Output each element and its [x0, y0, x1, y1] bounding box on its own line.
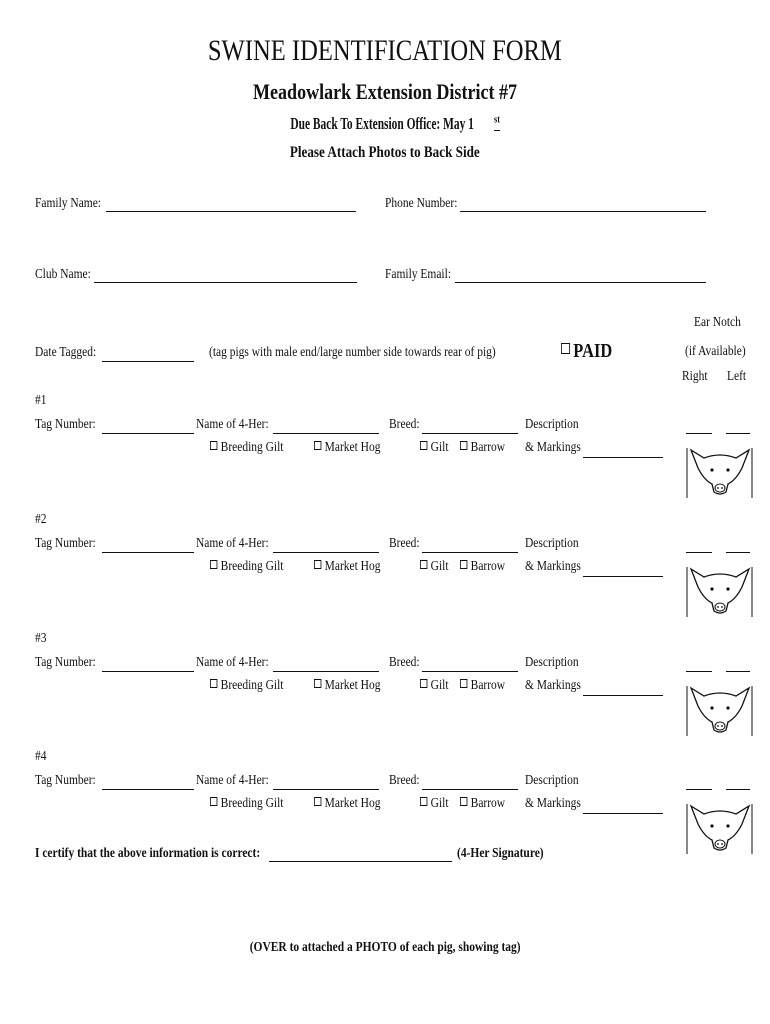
paid-checkbox[interactable]: PAID — [561, 340, 612, 363]
checkbox-box[interactable] — [210, 560, 217, 569]
breeding-gilt-checkbox[interactable]: Breeding Gilt — [210, 440, 283, 456]
checkbox-box[interactable] — [460, 797, 467, 806]
tag-number-label: Tag Number: — [35, 773, 96, 788]
description-label: Description — [525, 773, 579, 788]
name-4her-label: Name of 4-Her: — [196, 417, 269, 432]
breed-label: Breed: — [389, 417, 420, 432]
phone-number-label: Phone Number: — [385, 196, 458, 211]
checkbox-box[interactable] — [314, 679, 321, 688]
ear-notch-left-field[interactable] — [726, 433, 750, 434]
certify-statement: I certify that the above information is correct: — [35, 846, 261, 861]
tag-number-field[interactable] — [102, 789, 194, 790]
breed-label: Breed: — [389, 773, 420, 788]
club-name-label: Club Name: — [35, 267, 91, 282]
markings-label: & Markings — [525, 678, 581, 693]
markings-field[interactable] — [583, 813, 663, 814]
checkbox-box[interactable] — [460, 679, 467, 688]
barrow-checkbox[interactable]: Barrow — [460, 678, 505, 694]
signature-label: (4-Her Signature) — [457, 846, 544, 861]
description-label: Description — [525, 417, 579, 432]
checkbox-box[interactable] — [460, 441, 467, 450]
family-name-field[interactable] — [106, 211, 356, 212]
pig-number: #1 — [35, 393, 47, 408]
market-hog-checkbox[interactable]: Market Hog — [314, 559, 380, 575]
markings-field[interactable] — [583, 457, 663, 458]
checkbox-box[interactable] — [210, 797, 217, 806]
tag-number-field[interactable] — [102, 433, 194, 434]
breeding-gilt-checkbox[interactable]: Breeding Gilt — [210, 559, 283, 575]
due-back-note: Due Back To Extension Office: May 1 $^{st}$ — [290, 114, 500, 133]
checkbox-box[interactable] — [210, 679, 217, 688]
family-email-label: Family Email: — [385, 267, 452, 282]
ear-notch-subtitle: (if Available) — [685, 344, 746, 359]
markings-label: & Markings — [525, 796, 581, 811]
breed-label: Breed: — [389, 536, 420, 551]
name-4her-field[interactable] — [273, 433, 379, 434]
date-tagged-field[interactable] — [102, 361, 194, 362]
pig-head-ear-notch-diagram[interactable] — [686, 563, 754, 619]
ear-notch-left: Left — [727, 369, 747, 384]
tag-instruction: (tag pigs with male end/large number side towards rear of pig) — [209, 345, 496, 360]
attach-photos-note: Please Attach Photos to Back Side — [290, 144, 480, 161]
breed-field[interactable] — [422, 789, 518, 790]
checkbox-box[interactable] — [314, 441, 321, 450]
checkbox-box[interactable] — [210, 441, 217, 450]
pig-number: #3 — [35, 631, 47, 646]
name-4her-label: Name of 4-Her: — [196, 536, 269, 551]
breed-label: Breed: — [389, 655, 420, 670]
breed-field[interactable] — [422, 671, 518, 672]
breed-field[interactable] — [422, 552, 518, 553]
family-name-label: Family Name: — [35, 196, 102, 211]
checkbox-box[interactable] — [420, 441, 427, 450]
name-4her-field[interactable] — [273, 552, 379, 553]
ear-notch-right-field[interactable] — [686, 789, 712, 790]
markings-field[interactable] — [583, 576, 663, 577]
gilt-checkbox[interactable]: Gilt — [420, 440, 449, 456]
date-tagged-label: Date Tagged: — [35, 345, 97, 360]
pig-head-ear-notch-diagram[interactable] — [686, 682, 754, 738]
gilt-checkbox[interactable]: Gilt — [420, 678, 449, 694]
breeding-gilt-checkbox[interactable]: Breeding Gilt — [210, 678, 283, 694]
checkbox-box[interactable] — [314, 797, 321, 806]
market-hog-checkbox[interactable]: Market Hog — [314, 796, 380, 812]
barrow-checkbox[interactable]: Barrow — [460, 559, 505, 575]
ear-notch-left-field[interactable] — [726, 671, 750, 672]
name-4her-field[interactable] — [273, 789, 379, 790]
ear-notch-right-field[interactable] — [686, 552, 712, 553]
gilt-checkbox[interactable]: Gilt — [420, 559, 449, 575]
market-hog-checkbox[interactable]: Market Hog — [314, 678, 380, 694]
pig-number: #2 — [35, 512, 47, 527]
tag-number-label: Tag Number: — [35, 417, 96, 432]
tag-number-field[interactable] — [102, 552, 194, 553]
checkbox-box[interactable] — [314, 560, 321, 569]
markings-label: & Markings — [525, 440, 581, 455]
breed-field[interactable] — [422, 433, 518, 434]
ear-notch-title: Ear Notch — [694, 315, 741, 330]
tag-number-field[interactable] — [102, 671, 194, 672]
description-label: Description — [525, 536, 579, 551]
breeding-gilt-checkbox[interactable]: Breeding Gilt — [210, 796, 283, 812]
ear-notch-left-field[interactable] — [726, 552, 750, 553]
checkbox-box[interactable] — [420, 560, 427, 569]
family-email-field[interactable] — [455, 282, 706, 283]
ear-notch-right-field[interactable] — [686, 671, 712, 672]
paid-box[interactable] — [561, 343, 570, 354]
pig-head-ear-notch-diagram[interactable] — [686, 800, 754, 856]
markings-field[interactable] — [583, 695, 663, 696]
phone-number-field[interactable] — [460, 211, 706, 212]
checkbox-box[interactable] — [420, 797, 427, 806]
barrow-checkbox[interactable]: Barrow — [460, 440, 505, 456]
description-label: Description — [525, 655, 579, 670]
market-hog-checkbox[interactable]: Market Hog — [314, 440, 380, 456]
ear-notch-right-field[interactable] — [686, 433, 712, 434]
ear-notch-left-field[interactable] — [726, 789, 750, 790]
name-4her-label: Name of 4-Her: — [196, 773, 269, 788]
signature-field[interactable] — [269, 861, 452, 862]
club-name-field[interactable] — [94, 282, 357, 283]
form-title: SWINE IDENTIFICATION FORM — [208, 34, 562, 67]
markings-label: & Markings — [525, 559, 581, 574]
gilt-checkbox[interactable]: Gilt — [420, 796, 449, 812]
tag-number-label: Tag Number: — [35, 655, 96, 670]
tag-number-label: Tag Number: — [35, 536, 96, 551]
pig-head-ear-notch-diagram[interactable] — [686, 444, 754, 500]
name-4her-label: Name of 4-Her: — [196, 655, 269, 670]
name-4her-field[interactable] — [273, 671, 379, 672]
pig-number: #4 — [35, 749, 47, 764]
barrow-checkbox[interactable]: Barrow — [460, 796, 505, 812]
ear-notch-right: Right — [682, 369, 708, 384]
checkbox-box[interactable] — [420, 679, 427, 688]
district-name: Meadowlark Extension District #7 — [252, 79, 518, 104]
footer-note: (OVER to attached a PHOTO of each pig, showing tag) — [249, 940, 521, 955]
checkbox-box[interactable] — [460, 560, 467, 569]
